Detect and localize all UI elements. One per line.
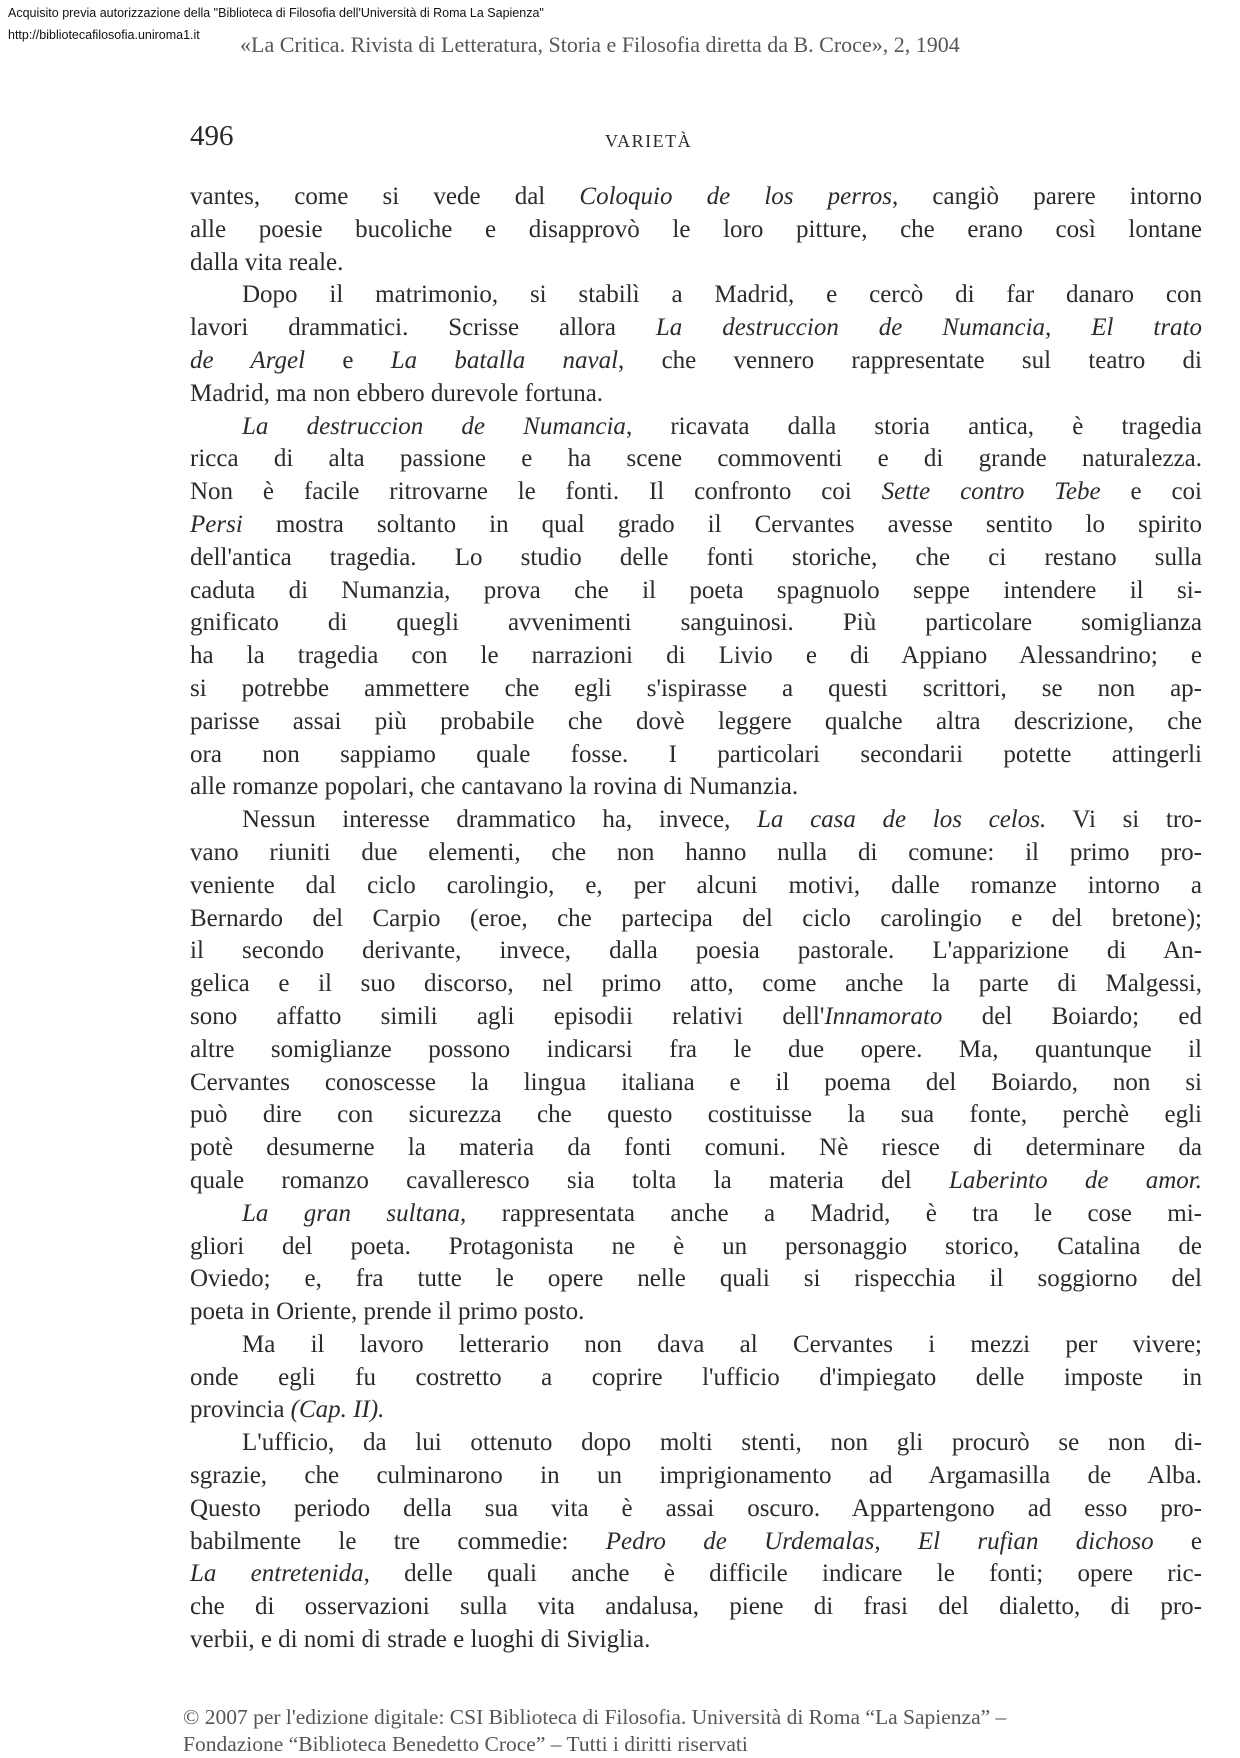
text-run: quale romanzo cavalleresco sia tolta la materia del [190, 1166, 949, 1194]
italic-title: Persi [190, 510, 243, 538]
text-line [190, 1329, 1202, 1362]
text-line [190, 771, 1202, 804]
text-line [190, 542, 1202, 575]
text-line [190, 1231, 1202, 1264]
text-run: lavori drammatici. Scrisse allora [190, 314, 656, 342]
text-run: ha la tragedia con le narrazioni di Livio e di Appiano Alessandrino; e [190, 642, 1202, 670]
text-line [190, 706, 1202, 739]
text-line [190, 411, 1202, 444]
text-run: , che vennero rappresentate sul teatro di [618, 346, 1202, 374]
text-run: gelica e il suo discorso, nel primo atto, come anche la parte di Malgessi, [190, 970, 1202, 998]
italic-title: La batalla naval [390, 346, 619, 374]
text-run: poeta in Oriente, prende il primo posto. [190, 1298, 585, 1326]
text-run: e [305, 346, 391, 374]
text-line [190, 443, 1202, 476]
running-head: VARIETÀ [605, 131, 693, 151]
text-line [190, 378, 1202, 411]
italic-title: Innamorato [824, 1002, 943, 1030]
text-line [190, 279, 1202, 312]
archive-notice: Acquisito previa autorizzazione della "Biblioteca di Filosofia dell'Università di Roma La Sapienza" [8, 6, 544, 20]
italic-title: La destruccion de Numancia, El trato [655, 314, 1203, 342]
text-line [190, 345, 1202, 378]
text-run: ora non sappiamo quale fosse. I particolari secondarii potette attingerli [190, 740, 1202, 768]
italic-title: de Argel [190, 346, 306, 374]
italic-title: La entretenida [190, 1560, 364, 1588]
text-run: Ma il lavoro letterario non dava al Cervantes i mezzi per vivere; [242, 1330, 1202, 1358]
italic-title: La casa de los celos. [757, 806, 1047, 834]
text-run: , cangiò parere intorno [892, 183, 1202, 210]
text-line [190, 870, 1202, 903]
italic-title: Pedro de Urdemalas, El rufian dichoso [605, 1527, 1154, 1555]
text-run: che di osservazioni sulla vita andalusa, piene di frasi del dialetto, di pro- [190, 1593, 1202, 1621]
text-run: , rappresentata anche a Madrid, è tra le cose mi- [460, 1199, 1202, 1227]
text-run: e coi [1100, 478, 1203, 506]
text-run: parisse assai più probabile che dovè leggere qualche altra descrizione, che [190, 707, 1202, 735]
text-line [190, 1263, 1202, 1296]
italic-title: Sette contro Tebe [881, 478, 1101, 506]
copyright-footer [183, 1704, 1183, 1758]
page-number: 496 [190, 120, 234, 152]
text-line [190, 1198, 1202, 1231]
text-line [190, 1558, 1202, 1591]
text-run: Questo periodo della sua vita è assai oscuro. Appartengono ad esso pro- [190, 1494, 1202, 1522]
text-line [190, 804, 1202, 837]
text-line [190, 640, 1202, 673]
text-line [190, 1460, 1202, 1493]
italic-title: La gran sultana [242, 1199, 461, 1227]
text-line [190, 214, 1202, 247]
text-line [190, 935, 1202, 968]
text-line [190, 607, 1202, 640]
text-run: verbii, e di nomi di strade e luoghi di Siviglia. [190, 1626, 651, 1654]
text-run: sono affatto simili agli episodii relativi dell' [190, 1002, 825, 1030]
text-run: provincia [190, 1396, 291, 1424]
text-run: onde egli fu costretto a coprire l'ufficio d'impiegato delle imposte in [190, 1363, 1202, 1391]
italic-title: Coloquio de los perros [579, 183, 893, 210]
text-run: altre somiglianze possono indicarsi fra le due opere. Ma, quantunque il [190, 1035, 1202, 1063]
copyright-line-1: © 2007 per l'edizione digitale: CSI Biblioteca di Filosofia. Università di Roma “La Sapienza” – [183, 1705, 1007, 1729]
text-run: e [1153, 1527, 1202, 1555]
text-line [190, 509, 1202, 542]
text-run: Nessun interesse drammatico ha, invece, [242, 806, 758, 834]
text-run: dell'antica tragedia. Lo studio delle fonti storiche, che ci restano sulla [190, 543, 1202, 571]
text-line [190, 1165, 1202, 1198]
text-run: caduta di Numanzia, prova che il poeta spagnuolo seppe intendere il si- [190, 576, 1202, 604]
text-line [190, 1493, 1202, 1526]
text-run: alle poesie bucoliche e disapprovò le loro pitture, che erano così lontane [190, 215, 1202, 243]
text-line [190, 1394, 1202, 1427]
text-run: alle romanze popolari, che cantavano la rovina di Numanzia. [190, 773, 799, 801]
text-line [190, 1001, 1202, 1034]
text-run: Dopo il matrimonio, si stabilì a Madrid, e cercò di far danaro con [242, 281, 1202, 309]
text-line [190, 247, 1202, 280]
text-run: potè desumerne la materia da fonti comuni. Nè riesce di determinare da [190, 1134, 1202, 1162]
text-line [190, 181, 1202, 214]
text-run: Cervantes conoscesse la lingua italiana e il poema del Boiardo, non si [190, 1068, 1202, 1096]
text-run: , ricavata dalla storia antica, è tragedia [625, 412, 1202, 440]
text-run: , delle quali anche è difficile indicare le fonti; opere ric- [363, 1560, 1202, 1588]
text-line [190, 1132, 1202, 1165]
text-run: mostra soltanto in qual grado il Cervantes avesse sentito lo spirito [242, 510, 1202, 538]
text-run: può dire con sicurezza che questo costituisse la sua fonte, perchè egli [190, 1101, 1202, 1129]
text-line [190, 968, 1202, 1001]
text-line [190, 1624, 1202, 1657]
italic-title: (Cap. II). [290, 1396, 385, 1424]
text-line [190, 1427, 1202, 1460]
italic-title: Laberinto de amor. [948, 1166, 1202, 1194]
text-line [190, 1099, 1202, 1132]
copyright-line-2: Fondazione “Biblioteca Benedetto Croce” – Tutti i diritti riservati [183, 1732, 748, 1756]
text-line [190, 575, 1202, 608]
text-run: babilmente le tre commedie: [190, 1527, 606, 1555]
text-run: Non è facile ritrovarne le fonti. Il confronto coi [190, 478, 882, 506]
text-line [190, 739, 1202, 772]
text-run: Madrid, ma non ebbero durevole fortuna. [190, 379, 604, 407]
source-citation: «La Critica. Rivista di Letteratura, Storia e Filosofia diretta da B. Croce», 2, 1904 [240, 32, 960, 57]
text-line [190, 903, 1202, 936]
text-line [190, 1591, 1202, 1624]
text-run: del Boiardo; ed [942, 1002, 1202, 1030]
body-text [190, 181, 1202, 1657]
text-run: dalla vita reale. [190, 248, 344, 276]
text-run: gnificato di quegli avvenimenti sanguinosi. Più particolare somiglianza [190, 609, 1202, 637]
text-line [190, 476, 1202, 509]
text-run: Vi si tro- [1046, 806, 1202, 834]
text-run: vantes, come si vede dal [190, 183, 580, 210]
text-line [190, 1034, 1202, 1067]
text-line [190, 1526, 1202, 1559]
text-run: sgrazie, che culminarono in un imprigionamento ad Argamasilla de Alba. [190, 1462, 1202, 1490]
text-run: Bernardo del Carpio (eroe, che partecipa del ciclo carolingio e del bretone); [190, 904, 1202, 932]
text-line [190, 1362, 1202, 1395]
text-run: L'ufficio, da lui ottenuto dopo molti stenti, non gli procurò se non di- [242, 1429, 1202, 1457]
text-run: il secondo derivante, invece, dalla poesia pastorale. L'apparizione di An- [190, 937, 1202, 965]
text-run: ricca di alta passione e ha scene commoventi e di grande naturalezza. [190, 445, 1202, 473]
text-line [190, 1296, 1202, 1329]
archive-url: http://bibliotecafilosofia.uniroma1.it [8, 28, 200, 42]
text-line [190, 1067, 1202, 1100]
text-run: gliori del poeta. Protagonista ne è un personaggio storico, Catalina de [190, 1232, 1202, 1260]
text-run: si potrebbe ammettere che egli s'ispirasse a questi scrittori, se non ap- [190, 674, 1202, 702]
text-line [190, 312, 1202, 345]
text-line [190, 673, 1202, 706]
text-run: vano riuniti due elementi, che non hanno nulla di comune: il primo pro- [190, 838, 1202, 866]
text-run: veniente dal ciclo carolingio, e, per alcuni motivi, dalle romanze intorno a [190, 871, 1202, 899]
text-line [190, 837, 1202, 870]
text-run: Oviedo; e, fra tutte le opere nelle quali si rispecchia il soggiorno del [190, 1265, 1202, 1293]
italic-title: La destruccion de Numancia [242, 412, 626, 440]
